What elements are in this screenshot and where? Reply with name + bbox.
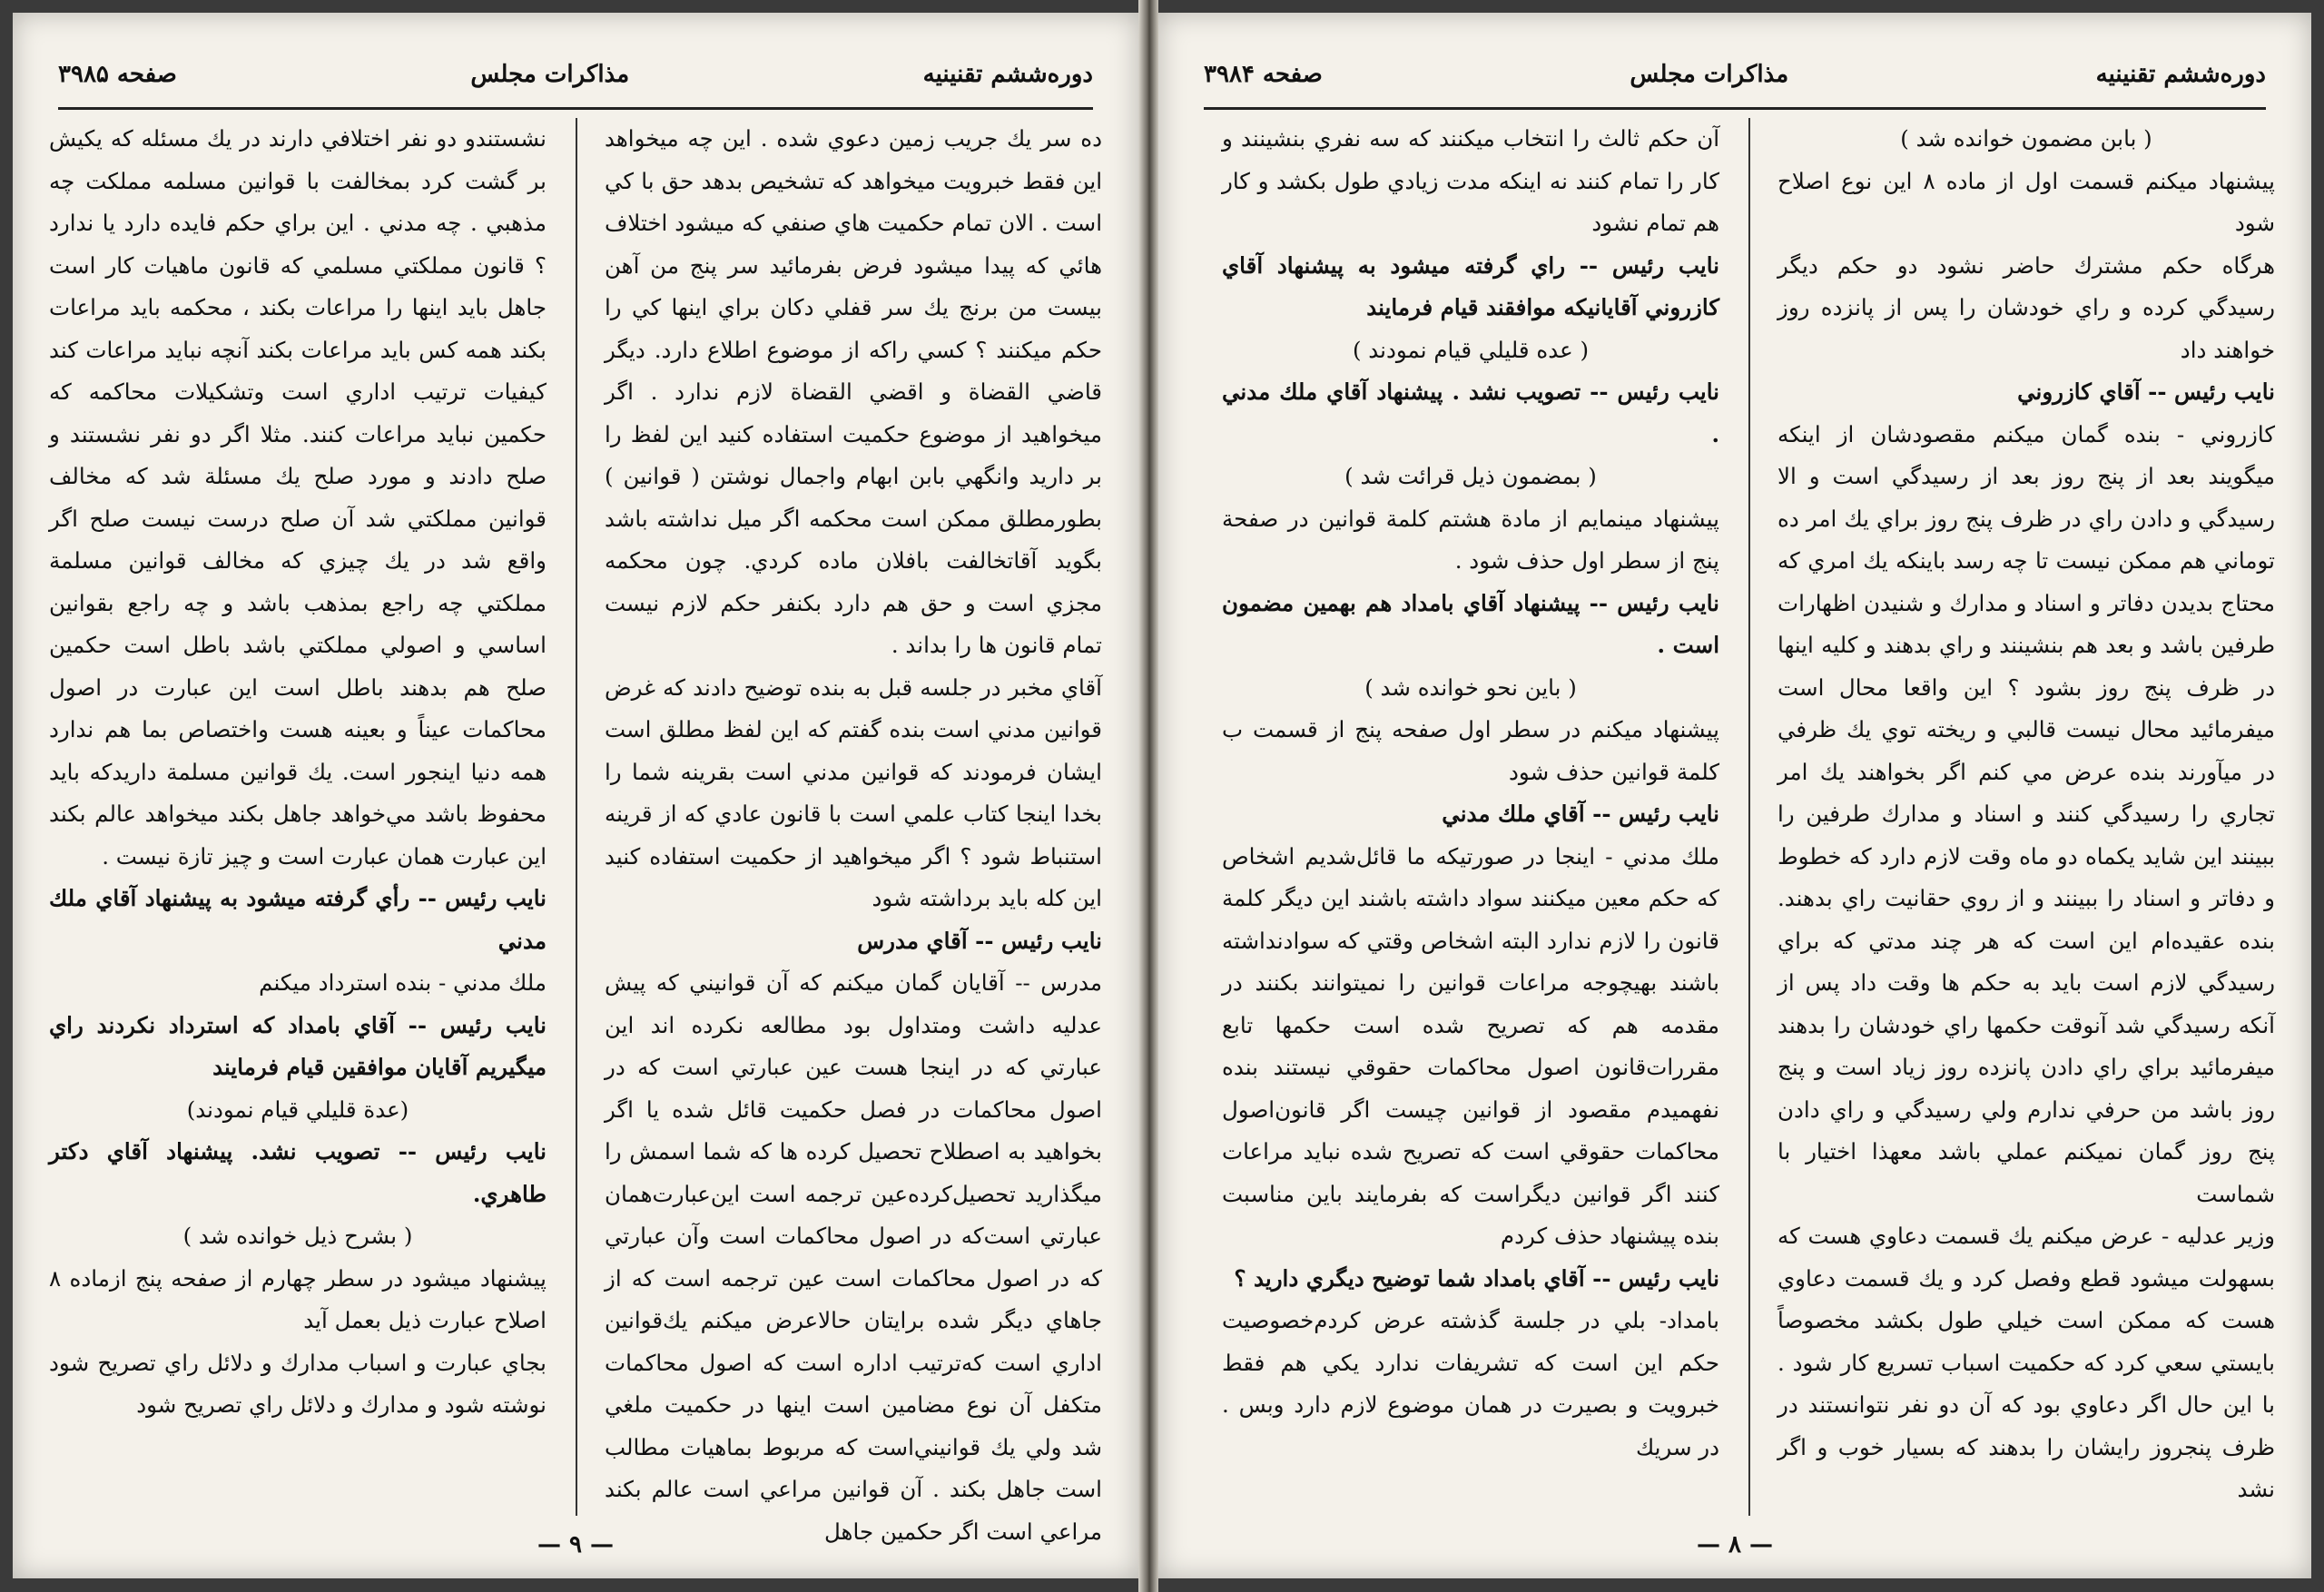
speaker-line: نايب رئيس -- راي گرفته ميشود به پيشنهاد آقاي كازروني آقايانيكه موافقند قيام فرمايند — [1222, 251, 1719, 320]
paragraph: آقاي مخبر در جلسه قبل به بنده توضيح دادند كه غرض قوانين مدني است بنده گفتم كه اين لفظ مطلق است ايشان فرمودند كه قوانين مدني است بقرينه شما را بخدا اينجا كتاب علمي است با قانون عادي كه از قرينه استنباط شود ؟ اگر ميخواهيد از حكميت استفاده كنيد اين كله بايد برداشته شود — [605, 673, 1102, 911]
book-gutter — [1138, 0, 1158, 1592]
left-page-footer: — ۹ — — [537, 1531, 615, 1558]
paragraph: پيشنهاد ميكنم قسمت اول از ماده ۸ اين نوع اصلاح شود — [1777, 167, 2275, 236]
procedural-note: ( بمضمون ذيل قرائت شد ) — [1344, 463, 1597, 489]
left-page — [13, 13, 1138, 1578]
speaker-line: نايب رئيس -- تصويب نشد. پيشنهاد آقاي دكتر طاهري. — [49, 1138, 547, 1207]
right-column-divider — [1748, 118, 1750, 1516]
paragraph: ملك مدني - بنده استرداد ميكنم — [259, 969, 547, 996]
paragraph: ملك مدني - اينجا در صورتيكه ما قائل‌شديم اشخاص كه حكم معين ميكنند سواد داشته باشند اين ديگر كلمة قانون را لازم ندارد البته اشخاص وقتي كه سوادنداشته باشند بهيچوجه مراعات قوانين را نميتوانند بكنند در مقدمه هم كه تصريح شده است حكمها تابع مقررات‌قانون اصول محاكمات حقوقي نيستند بنده نفهميدم مقصود از قوانين چيست اگر قانون‌اصول محاكمات حقوقي است كه تصريح شده نبايد مراعات كنند اگر قوانين ديگراست كه بفرمايند باين مناسبت بنده پيشنهاد حذف كردم — [1222, 842, 1719, 1249]
speaker-line: نايب رئيس -- تصويب نشد . پيشنهاد آقاي ملك مدني . — [1222, 378, 1719, 447]
right-page-header — [1204, 49, 2266, 100]
procedural-note: ( عده قليلي قيام نمودند ) — [1352, 336, 1590, 363]
right-page-footer: — ۸ — — [1696, 1531, 1774, 1558]
right-page — [1158, 13, 2311, 1578]
right-header-rule — [1204, 107, 2266, 110]
paragraph: پيشنهاد مينمايم از مادة هشتم كلمة قوانين در صفحة پنج از سطر اول حذف شود . — [1222, 505, 1719, 574]
left-page-title: مذاکرات مجلس — [470, 61, 630, 88]
speaker-line: نايب رئيس -- آقاي بامداد كه استرداد نكردند راي ميگيريم آقايان موافقين قيام فرمايند — [49, 1011, 547, 1080]
speaker-line: نايب رئيس -- آقاي مدرس — [857, 927, 1102, 954]
procedural-note: ( باين نحو خوانده شد ) — [1364, 673, 1577, 701]
left-page-column-right — [605, 118, 1102, 1545]
left-page-column-left — [49, 118, 547, 1516]
paragraph: وزير عدليه - عرض ميكنم يك قسمت دعاوي هست كه بسهولت ميشود قطع وفصل كرد و يك قسمت دعاوي هست كه ممكن است خيلي طول بكشد مخصوصاً بايستي سعي كرد كه حكميت اسباب تسريع كار شود . با اين حال اگر دعاوي بود كه آن دو نفر نتوانستند در ظرف پنجروز رايشان را بدهند كه بسيار خوب و اگر نشد — [1777, 1223, 2275, 1502]
right-page-column-right — [1777, 118, 2275, 1516]
paragraph: هرگاه حكم مشترك حاضر نشود دو حكم ديگر رسيدگي كرده و راي خودشان را پس از پانزده روز خواهند داد — [1777, 251, 2275, 363]
paragraph: كازروني - بنده گمان ميكنم مقصودشان از اينكه ميگويند بعد از پنج روز بعد از رسيدگي است و الا رسيدگي و دادن راي در ظرف پنج روز براي يك امر ده توماني هم ممكن نيست تا چه رسد باينكه يك امري كه محتاج بديدن دفاتر و اسناد و مدارك و شنيدن اظهارات طرفين باشد و بعد هم بنشينند و راي بدهند و كليه اينها در ظرف پنج روز بشود ؟ اين واقعا محال است ميفرمائيد محال نيست قالبي و ريخته توي يك ظرفي در ميآورند بنده عرض مي كنم اگر بخواهند يك امر تجاري را رسيدگي كنند و اسناد و مدارك طرفين را ببينند اين شايد يكماه دو ماه وقت لازم دارد كه خطوط و دفاتر و اسناد را ببينند و از روي حقانيت راي بدهند. بنده عقيده‌ام اين است كه هر چند مدتي كه براي رسيدگي لازم است بايد به حكم ها وقت داد پس از آنكه رسيدگي شد آنوقت حكمها راي خودشان را بدهند ميفرمائيد براي راي دادن پانزده روز زياد است و پنج روز باشد من حرفي ندارم ولي رسيدگي و راي دادن پنج روز گمان نميكنم عملي باشد معهذا اختيار با شماست — [1777, 420, 2275, 1207]
paragraph: ده سر يك جريب زمين دعوي شده . اين چه ميخواهد اين فقط خبرويت ميخواهد كه تشخيص بدهد حق با كي است . الان تمام حكميت هاي صنفي كه ميشود اختلاف هائي كه پيدا ميشود فرض بفرمائيد سر پنج من آهن بيست من برنج يك سر قفلي دكان براي اينها كي را حكم ميكنند ؟ كسي راكه از موضوع اطلاع دارد. ديگر قاضي القضاة و اقضي القضاة لازم ندارد . اگر ميخواهيد از موضوع حكميت استفاده كنيد اين لفظ را بر داريد وانگهي بابن ابهام واجمال نوشتن ( قوانين ) بطورمطلق ممكن است محكمه اگر ميل نداشته باشد بگويد آقاتخالفت بافلان ماده كردي. چون محكمه مجزي است و حق هم دارد بكنفر حكم لازم نيست تمام قانون ها را بداند . — [605, 125, 1102, 658]
left-column-divider — [576, 118, 577, 1516]
paragraph: آن حكم ثالث را انتخاب ميكنند كه سه نفري بنشينند و كار را تمام كنند نه اينكه مدت زيادي طول بكشد و كار هم تمام نشود — [1222, 125, 1719, 236]
paragraph: پيشنهاد ميكنم در سطر اول صفحه پنج از قسمت ب كلمة قوانين حذف شود — [1222, 716, 1719, 785]
paragraph: بامداد- بلي در جلسة گذشته عرض كردم‌خصوصيت حكم اين است كه تشريفات ندارد يكي هم فقط خبرويت و بصيرت در همان موضوع لازم دارد وبس . در سريك — [1222, 1307, 1719, 1460]
left-session-label: دوره‌ششم تقنینیه — [922, 61, 1093, 88]
paragraph: مدرس -- آقايان گمان ميكنم كه آن قوانيني كه پيش عدليه داشت ومتداول بود مطالعه نكرده اند اين عبارتي كه در اينجا هست عين عبارتي است كه در اصول محاكمات در فصل حكميت قائل شده يا اگر بخواهيد به اصطلاح تحصيل كرده ها كه شما اسمش را ميگذاريد تحصيل‌كرده‌عين ترجمه است اين‌عبارت‌همان عبارتي است‌كه در اصول محاكمات است وآن عبارتي كه در اصول محاكمات است عين ترجمه است كه از جاهاي ديگر شده برايتان حالاعرض ميكنم يك‌قوانين اداري است كه‌ترتيب اداره است كه اصول محاكمات متكفل آن نوع مضامين است اينها در حكميت ملغي شد ولي يك قوانيني‌است كه مربوط بماهيات مطالب است جاهل بكند . آن قوانين مراعي است عالم بكند مراعي است اگر حكمين جاهل — [605, 969, 1102, 1545]
right-page-title: مذاكرات مجلس — [1630, 61, 1789, 88]
procedural-note: ( بابن مضمون خوانده شد ) — [1900, 125, 2152, 152]
speaker-line: نايب رئيس -- پيشنهاد آقاي بامداد هم بهمين مضمون است . — [1222, 589, 1719, 658]
left-page-number: صفحه ۳۹۸۵ — [58, 61, 177, 88]
paragraph: بجاي عبارت و اسباب مدارك و دلائل راي تصريح شود نوشته شود و مدارك و دلائل راي تصريح شود — [49, 1349, 547, 1418]
paragraph: نشستندو دو نفر اختلافي دارند در يك مسئله كه يكيش بر گشت كرد بمخالفت با قوانين مسلمه مملكت چه مذهبي . چه مدني . اين براي حكم فايده دارد يا ندارد ؟ قانون مملكتي مسلمي كه قانون ماهيات كار است جاهل بايد اينها را مراعات بكند ، محكمه بايد مراعات بكند همه كس بايد مراعات بكند آنچه نبايد مراعات كند كيفيات ترتيب اداري است وتشكيلات محاكمه كه حكمين نبايد مراعات كنند. مثلا اگر دو نفر نشستند و صلح دادند و مورد صلح يك مسئلة شد كه مخالف قوانين مملكتي شد آن صلح درست نيست صلح اگر واقع شد در يك چيزي كه مخالف قوانين مسلمة مملكتي چه راجع بمذهب باشد و چه راجع بقوانين اساسي و اصولي مملكتي باشد باطل است حكمين صلح هم بدهند باطل است اين عبارت در اصول محاكمات عيناً و بعينه هست واختصاص بما هم ندارد همه دنيا اينجور است. يك قوانين مسلمة داريدكه بايد محفوظ باشد مي‌خواهد جاهل بكند ميخواهد عالم بكند اين عبارت همان عبارت است و چيز تازة نيست . — [49, 125, 547, 870]
left-header-rule — [58, 107, 1093, 110]
speaker-line: نايب رئيس -- آقاي كازروني — [2017, 378, 2275, 405]
procedural-note: (عدة قليلي قيام نمودند) — [186, 1096, 409, 1123]
procedural-note: ( بشرح ذيل خوانده شد ) — [182, 1223, 413, 1249]
speaker-line: نايب رئيس -- رأي گرفته ميشود به پيشنهاد آقاي ملك مدني — [49, 885, 547, 954]
speaker-line: نايب رئيس -- آقاي ملك مدني — [1442, 801, 1719, 827]
right-page-column-left — [1222, 118, 1719, 1516]
right-page-number: صفحه ۳۹۸۴ — [1204, 61, 1323, 88]
right-session-label: دوره‌ششم تقنینیه — [2095, 61, 2266, 88]
speaker-line: نايب رئيس -- آقاي بامداد شما توضيح ديگري داريد ؟ — [1234, 1264, 1719, 1292]
left-page-header — [58, 49, 1093, 100]
paragraph: پيشنهاد ميشود در سطر چهارم از صفحه پنج ازماده ۸ اصلاح عبارت ذيل بعمل آيد — [49, 1264, 547, 1333]
